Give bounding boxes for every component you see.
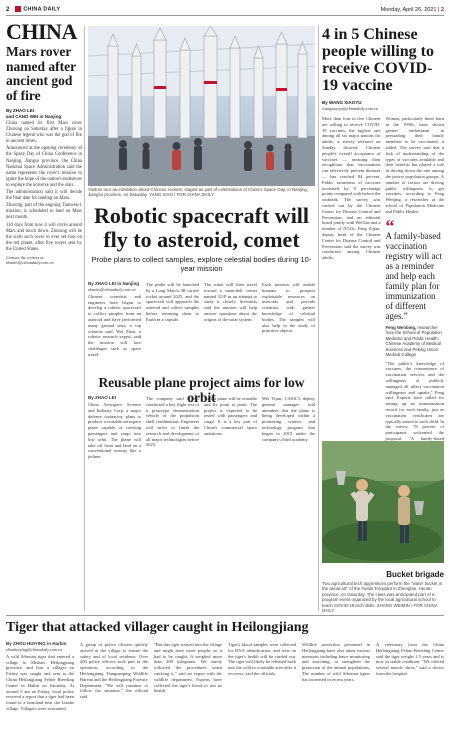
section-title: CHINA	[6, 19, 77, 44]
paragraph: A wild Siberian tiger that entered a village in Mishan, Heilongjiang province, and hurt a villager on Friday was caught and sent to the China Heilongjiang Feline Breeding Center in Hailin on Saturday. At around 6 am on Friday, local police received a report that a tiger had been found in a farmland near the Lianhe village. Villagers were evacuated.	[6, 653, 74, 711]
article-column	[386, 115, 445, 465]
quote-speaker: Feng Wenbing,	[385, 324, 417, 330]
robotic-spacecraft-deck: Probe plans to collect samples, explore celestial bodies during 10-year mission	[91, 255, 312, 273]
robotic-spacecraft-headline[interactable]: Robotic spacecraft will fly to asteroid, comet	[93, 203, 310, 252]
article-column	[262, 281, 315, 358]
article-column	[88, 395, 141, 460]
mars-rover-headline[interactable]: Mars rover named after ancient god of fire	[6, 44, 76, 103]
robotic-spacecraft-byline: By ZHAO LEI in Nanjing	[88, 281, 140, 286]
paragraph: China named its first Mars rover Zhurong on Saturday after a figure in Chinese legend who was the god of fire in ancient times.	[6, 121, 82, 145]
bucket-brigade-title: Bucket brigade	[386, 570, 444, 579]
column-divider	[318, 26, 319, 611]
paragraph: Wei Yijun, CASIC's deputy general manager, told attendees that the plane is being developed within a pioneering science and technology program that began in 2015 under the company's third academy.	[262, 396, 315, 442]
bucket-brigade-photo[interactable]	[322, 441, 444, 563]
mars-rover-contact[interactable]: Contact the writers at zhaolei@chinadaily.com.cn	[6, 254, 54, 265]
vaccine-body	[322, 115, 444, 465]
vaccine-article	[322, 26, 444, 465]
pull-quote	[385, 215, 445, 321]
paragraph: More than four in five Chinese are willing to receive COVID-19 vaccines, the highest rate among all six major nations for adults, a survey released on Sunday showed. Chinese people's overall acceptance of vaccines — meaning their recognition that vaccinations can effectively prevent diseases — has reached 84 percent. Public awareness of vaccines increased by 9 percentage points compared with before the outbreak. The survey was carried out by the Chinese Center for Disease Control and Prevention, and an editorial board jointly with WeChat and a number of NGOs. Feng Zijian, deputy head of the Chinese Center for Disease Control and Prevention, said the survey was conducted among Chinese adults.	[322, 116, 381, 261]
pull-quote-text: A family-based vaccination registry will act as a reminder and help each family plan for immunization of different ages.”	[385, 230, 442, 321]
paragraph: The probe will be launched by a Long March 3B carrier rocket around 2025, and the spacecraft will approach the asteroid and collect samples before returning them to Earth in a capsule.	[146, 282, 199, 322]
robotic-spacecraft-email[interactable]: zhaolei@chinadaily.com.cn	[88, 287, 136, 292]
exhibition-photo-caption: Visitors tour an exhibition about Chinese rockets, staged as part of celebrations of China's Space Day, in Nanjing, Jiangsu province, on Saturday. YANG XIAO / FOR CHINA DAILY	[88, 187, 309, 198]
article-column	[204, 281, 257, 358]
vaccine-byline: By WANG XIAOYU	[322, 100, 362, 105]
paragraph: Announced at the opening ceremony of the Space Day of China Conference in Nanjing, Jiangsu province, the China National Space Administration said the name represents the rover's mission to ignite the hope of the nation's endeavors to explore the universe and the stars.	[6, 146, 82, 188]
reusable-plane-byline: By ZHAO LEI	[88, 395, 117, 400]
paragraph-block	[386, 116, 445, 215]
article-column	[146, 395, 199, 460]
robotic-spacecraft-body	[88, 281, 315, 358]
paragraph: Wildlife protection personnel in Heilongjiang have also taken various measures including fence monitoring and searching, to strengthen the protection of the animal populations. The number of wild Siberian tigers has increased in recent years.	[302, 642, 370, 682]
exhibition-photo[interactable]	[88, 26, 315, 186]
paragraph: China Aerospace Science and Industry Corp, a major defense contractor, plans to produce a reusable aerospace plane capable of carrying passengers and cargo into low orbit. The plane will take off from and land on a conventional runway like a jetliner.	[88, 402, 141, 460]
quote-mark-icon: “	[385, 215, 395, 236]
mars-rover-article	[6, 45, 82, 265]
section-divider	[6, 615, 444, 616]
mars-rover-byline-2: and CANG WEI in Nanjing	[6, 114, 62, 119]
logo-mark-icon	[15, 6, 21, 12]
column-divider	[84, 26, 85, 611]
pull-quote-source	[386, 325, 445, 358]
paragraph: Women, particularly those born in the 1990s, have shown greater enthusiasm in persuading their family members to be vaccinated, it added. The survey said that a lack of understanding of the types of vaccines available and their benefits has played a role in driving down the rate among the poorer population groups. A number of factors are driving public willingness to get vaccines, according to Feng Wenjing, a researcher at the school of Population Medicine and Public Health.	[385, 116, 444, 214]
tiger-byline-email[interactable]: zhouhuiying@chinadaily.com.cn	[6, 647, 63, 652]
mars-rover-byline: By ZHAO LEI	[6, 108, 35, 113]
article-column	[228, 641, 296, 712]
article-column	[154, 641, 222, 712]
paragraph: "The public's knowledge of vaccines, the convenience of vaccination services and the willingness of publicly managed all affect vaccination willingness and uptake," Feng said. Experts have called for setting up an immunization record for each family, just as vaccination certificates are typically issued to each child. In the survey, 78 percent of participants welcomed the proposal. "A family-based	[385, 360, 444, 441]
bucket-brigade-illustration	[322, 441, 444, 563]
tiger-body	[6, 641, 444, 712]
reusable-plane-headline[interactable]: Reusable plane project aims for low orbit	[98, 375, 305, 405]
masthead-logo[interactable]: CHINA DAILY	[15, 6, 60, 12]
paragraph: 110 days from now it will circle around Mars and touch down. Zhurong will be the sixth such rover to ever set foot on the red planet, after five rovers sent by the United States.	[6, 222, 82, 252]
article-column	[146, 281, 199, 358]
paragraph: Each mission will enable humans to prospect exploitable resources on asteroids and provide scientists with greater knowledge of celestial bodies. The samples will also help in the study of primitive objects.	[262, 282, 315, 334]
paragraph: Zhurong, part of the ongoing Tianwen-1 mission, is scheduled to land on Mars next month.	[6, 203, 82, 221]
article-column	[322, 115, 381, 465]
paragraph: The company said it has conducted a key flight test of a prototype demonstration vehicle of the propulsion shell combination. Engineers will strive to finish the research and development of all major technologies before 2025.	[146, 396, 199, 448]
bucket-brigade-caption: Two agricultural tech apprentices perform the "water bucket in the aerial art" of the Fields Tomplant in Zhenglan, Henan province, on Saturday. The class was anticipated part of a program event organized by the local agricultural school to teach COVID-19 tech skills. ZHANG WEIMIN / FOR CHINA DAILY	[322, 581, 443, 614]
article-column	[204, 395, 257, 460]
mars-rover-body	[6, 121, 82, 253]
paragraph: Such a plane will be reusable and fly point to point. The project is expected to be tested with passengers and cargo. It is a key part of China's commercial space ambitions.	[204, 396, 257, 436]
article-column	[88, 281, 141, 358]
tiger-byline: By ZHOU HUIYING in Harbin	[6, 641, 67, 646]
paragraph: A group of police officers quickly arrived at the village to ensure the safety and of local residents. Over 200 police officers took part in the operation, according to the Heilongjiang Tianguanping Wildlife Bureau and the Heilongjiang Forestry Department. "We will continue to follow the situation," the official said.	[80, 642, 148, 700]
reusable-plane-body	[88, 395, 315, 460]
paragraph: A veterinary from the China Heilongjiang Feline Breeding Center said the tiger weighs 1.5 years and is now in stable condition. "We offered several muscle shots," said a doctor from the hospital.	[376, 642, 444, 676]
rocket-exhibition-illustration	[88, 26, 315, 186]
article-column	[376, 641, 444, 712]
paragraph: Chinese scientists and engineers have begun to develop a robotic spacecraft to collect samples from an asteroid and have performed many ground tests, a top scientist said. Wei Zhou, a robotic research expert, said the mission will face challenges such as space travel.	[88, 293, 141, 357]
page-number: 2	[6, 6, 10, 13]
article-column	[262, 395, 315, 460]
paragraph: "But this tiger strayed into the village and might have more people, so it had to be caught. It weighed more than 200 kilograms. We surely followed the procedures when catching it," said an expert with the wildlife department. Experts have collected the tiger's blood to test its health.	[154, 642, 222, 694]
quote-speaker-title: researcher from the School of Population Medicine and Public Health, Chinese Academy of Medical Sciences and Peking Union Medical College	[385, 324, 442, 358]
article-column	[302, 641, 370, 712]
issue-date: Monday, April 26, 2021 | 2	[380, 6, 444, 13]
tiger-headline[interactable]: Tiger that attacked villager caught in Heilongjiang	[6, 620, 309, 635]
vaccine-headline[interactable]: 4 in 5 Chinese people willing to receive COVID-19 vaccine	[322, 26, 435, 94]
article-column	[80, 641, 148, 712]
vaccine-byline-email[interactable]: wangxiaoyu@chinadaily.com.cn	[322, 106, 378, 111]
page-header	[6, 4, 444, 16]
paragraph: The administration said it will decide the final date for landing on Mars.	[6, 190, 82, 202]
article-column	[6, 641, 74, 712]
paragraph: The robot will then travel toward a main-belt comet named 311P in an attempt to study it closely. Scientists said the mission will help answer questions about the origins of the solar system.	[204, 282, 257, 322]
paragraph: Tiger's blood samples were collected for DNA identification, and tests on the tiger's health will be carried out. The tiger will likely be released back into the wild in a suitable area after it recovers, said the officials.	[228, 642, 296, 676]
